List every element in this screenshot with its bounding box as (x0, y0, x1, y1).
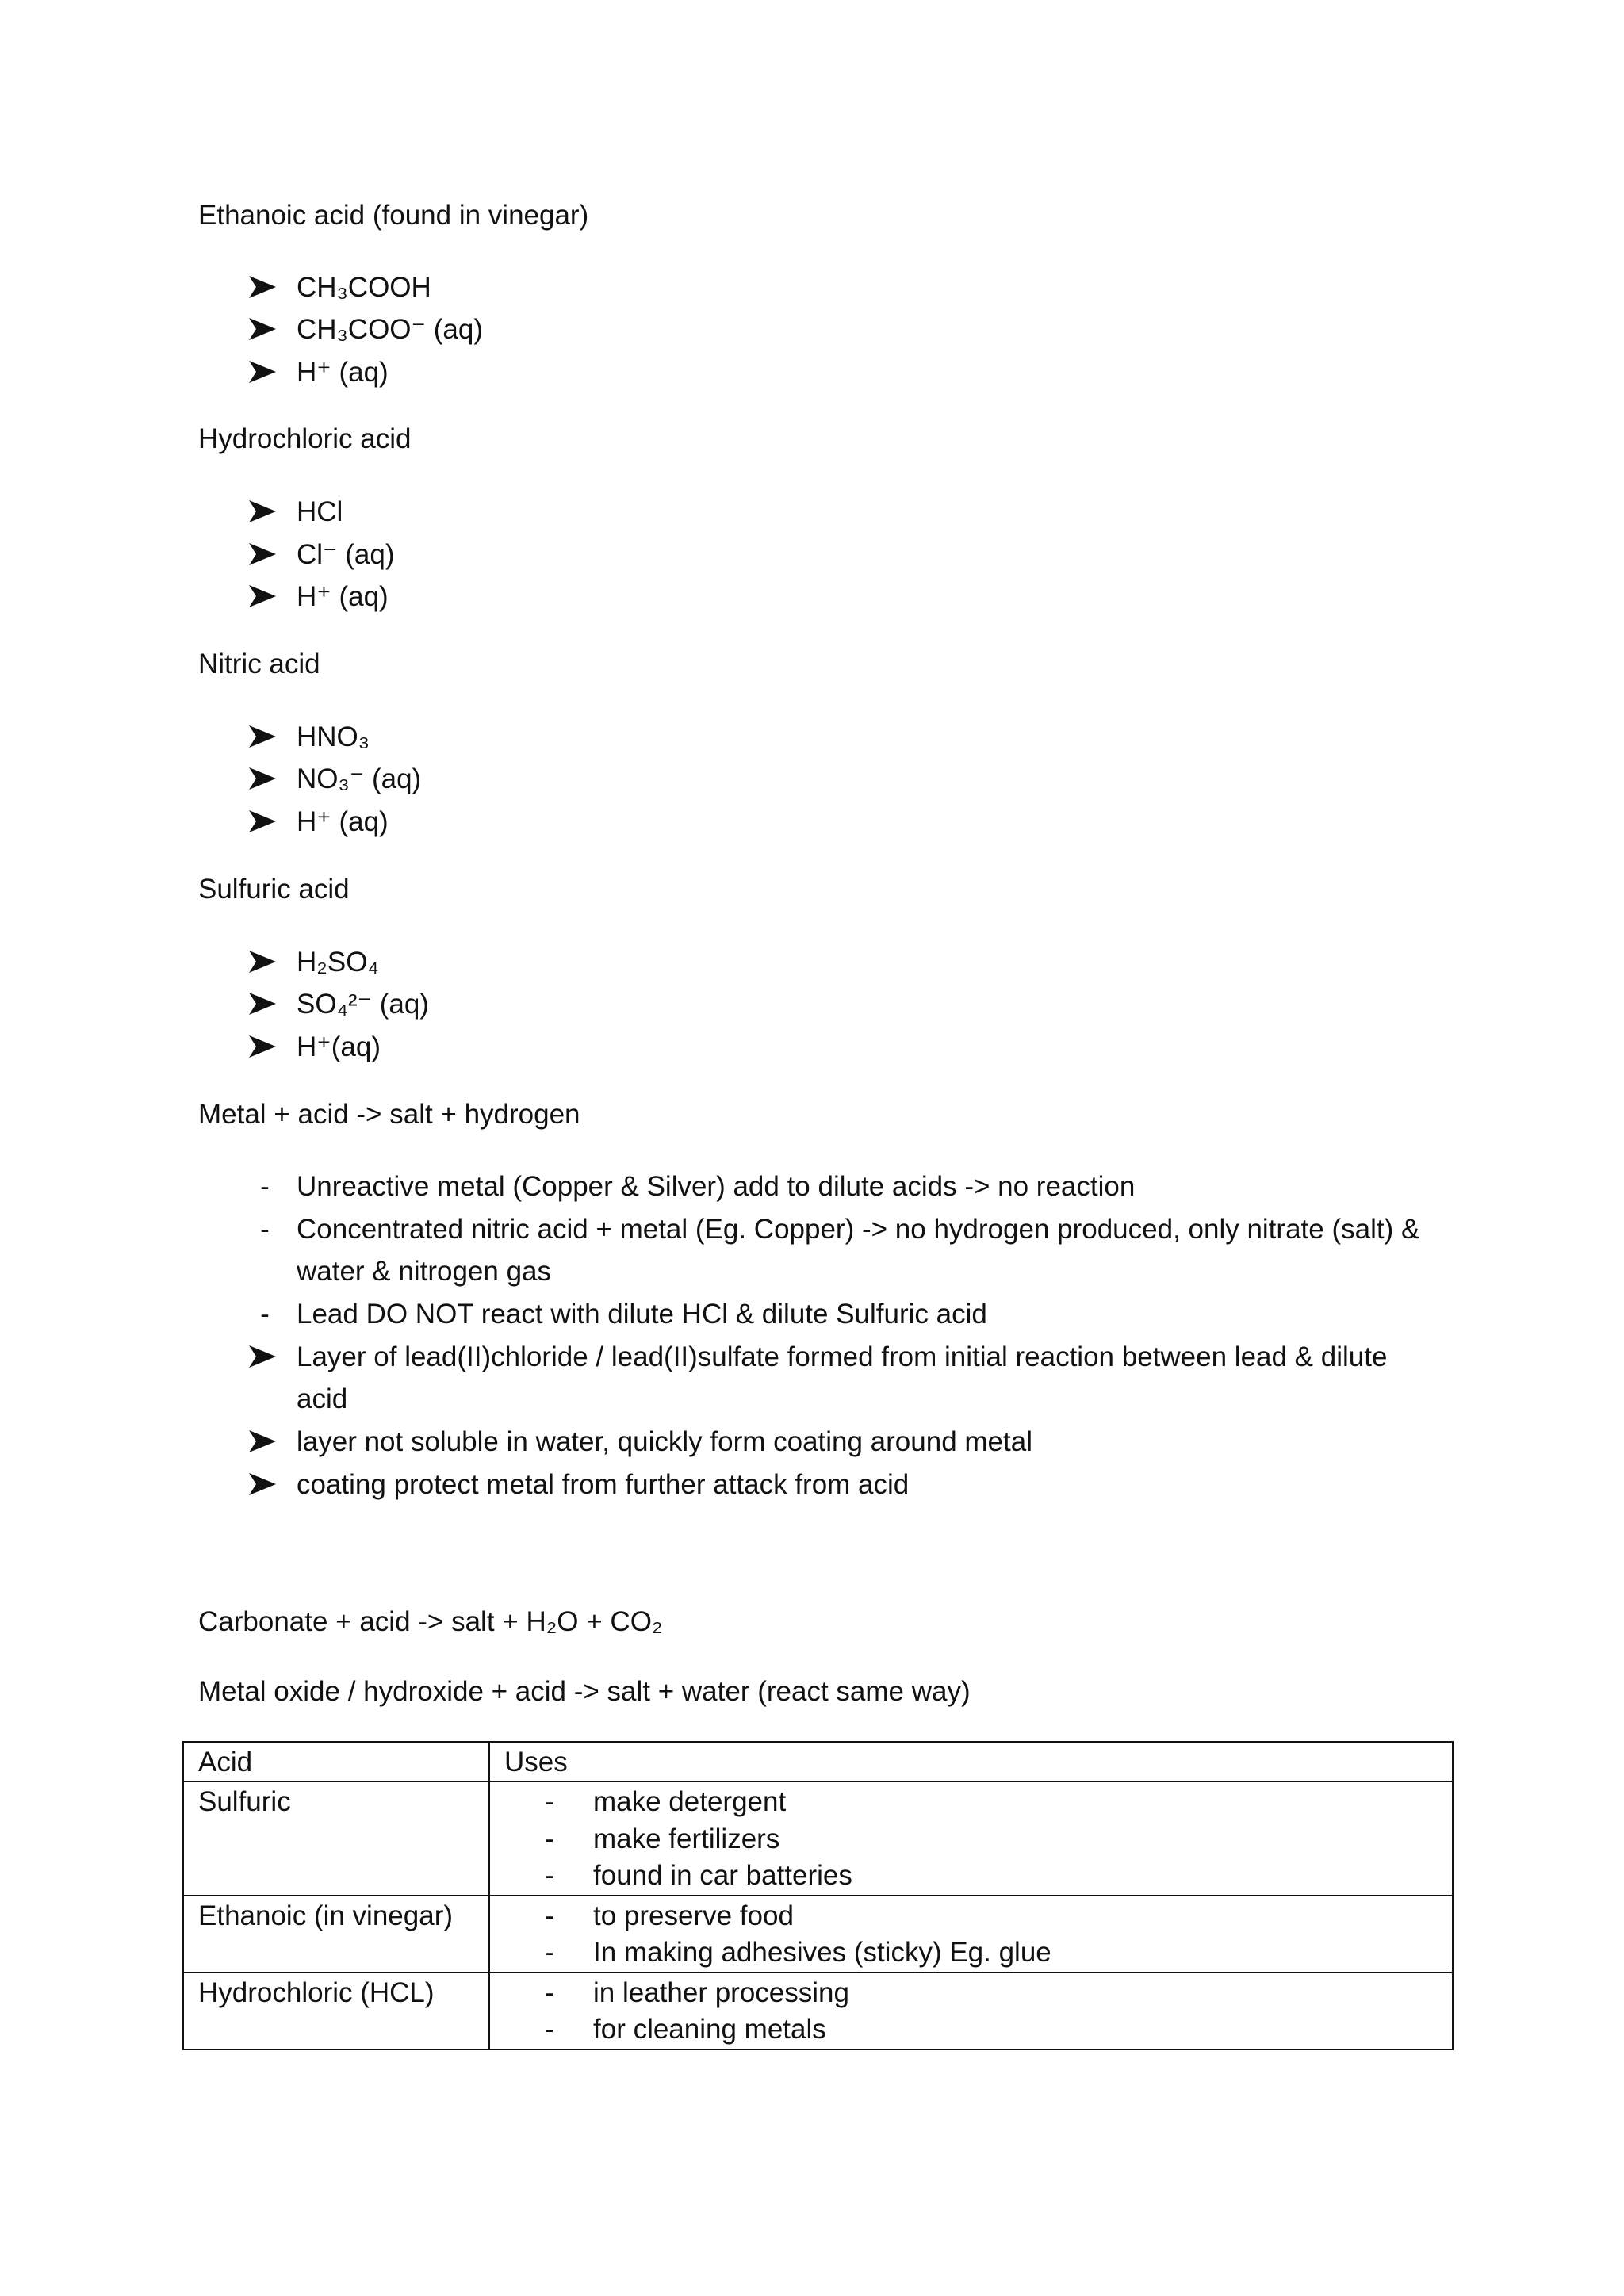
arrow-bullet-icon (249, 1430, 276, 1452)
table-row (183, 1781, 1453, 1896)
section-heading-hydrochloric: Hydrochloric acid (198, 423, 412, 454)
acid-uses-table (182, 1741, 1454, 2050)
arrow-bullet-icon (249, 1473, 276, 1495)
bullet-item: CH₃COO⁻ (aq) (297, 314, 483, 345)
section-heading-nitric: Nitric acid (198, 649, 320, 679)
uses-cell (489, 1973, 1453, 2049)
arrow-bullet-icon (249, 585, 276, 607)
arrow-bullet-icon (249, 361, 276, 383)
use-item: - for cleaning metals (545, 2014, 826, 2045)
note-line: Concentrated nitric acid + metal (Eg. Copper) -> no hydrogen produced, only nitrate (salt) & (297, 1214, 1420, 1245)
bullet-item: CH₃COOH (297, 272, 431, 303)
metal-acid-heading: Metal + acid -> salt + hydrogen (198, 1099, 580, 1130)
header-label: Uses (504, 1747, 568, 1777)
use-item: - make detergent (545, 1786, 787, 1817)
use-item: - found in car batteries (545, 1860, 852, 1891)
bullet-item: H⁺ (aq) (297, 581, 389, 612)
arrow-bullet-icon (249, 810, 276, 832)
arrow-bullet-icon (249, 951, 276, 973)
bullet-item: H⁺(aq) (297, 1031, 381, 1062)
table-row (183, 1896, 1453, 1973)
use-item: - to preserve food (545, 1900, 794, 1931)
arrow-bullet-icon (249, 543, 276, 565)
arrow-bullet-icon (249, 725, 276, 748)
bullet-item: SO₄²⁻ (aq) (297, 989, 429, 1020)
arrow-bullet-icon (249, 318, 276, 340)
use-item: - in leather processing (545, 1976, 849, 2008)
note-line-continued: acid (297, 1383, 348, 1414)
note-line: Lead DO NOT react with dilute HCl & dilute Sulfuric acid (297, 1299, 987, 1330)
section-heading-sulfuric: Sulfuric acid (198, 874, 350, 905)
acid-name: Ethanoic (in vinegar) (198, 1900, 453, 1931)
use-item: - In making adhesives (sticky) Eg. glue (545, 1937, 1051, 1968)
arrow-bullet-icon (249, 1035, 276, 1058)
section-heading-ethanoic: Ethanoic acid (found in vinegar) (198, 200, 589, 231)
table-row (183, 1973, 1453, 2049)
carbonate-equation: Carbonate + acid -> salt + H₂O + CO₂ (198, 1606, 663, 1637)
bullet-item: NO₃⁻ (aq) (297, 763, 422, 794)
acid-cell (183, 1973, 489, 2049)
note-line-continued: water & nitrogen gas (297, 1256, 552, 1287)
bullet-item: HCl (297, 496, 343, 527)
dash-marker: - (260, 1299, 270, 1330)
note-line: coating protect metal from further attack from acid (297, 1469, 910, 1500)
arrow-bullet-icon (249, 276, 276, 298)
acid-cell (183, 1896, 489, 1973)
bullet-item: H₂SO₄ (297, 947, 379, 978)
metal-oxide-equation: Metal oxide / hydroxide + acid -> salt + water (react same way) (198, 1676, 971, 1707)
bullet-item: HNO₃ (297, 721, 370, 752)
bullet-item: H⁺ (aq) (297, 357, 389, 388)
dash-marker: - (260, 1171, 270, 1202)
uses-cell (489, 1896, 1453, 1973)
note-line: Layer of lead(II)chloride / lead(II)sulfate formed from initial reaction between lead & dilute (297, 1341, 1388, 1372)
bullet-item: Cl⁻ (aq) (297, 539, 395, 570)
table-header-acid (183, 1742, 489, 1781)
acid-cell (183, 1781, 489, 1896)
arrow-bullet-icon (249, 500, 276, 522)
acid-name: Hydrochloric (HCL) (198, 1976, 435, 2008)
bullet-item: H⁺ (aq) (297, 806, 389, 837)
arrow-bullet-icon (249, 767, 276, 790)
uses-cell (489, 1781, 1453, 1896)
use-item: - make fertilizers (545, 1823, 780, 1854)
table-header-row (183, 1742, 1453, 1781)
note-line: Unreactive metal (Copper & Silver) add to dilute acids -> no reaction (297, 1171, 1136, 1202)
arrow-bullet-icon (249, 993, 276, 1015)
arrow-bullet-icon (249, 1345, 276, 1368)
note-line: layer not soluble in water, quickly form coating around metal (297, 1426, 1032, 1457)
header-label: Acid (198, 1747, 253, 1777)
dash-marker: - (260, 1214, 270, 1245)
acid-name: Sulfuric (198, 1786, 291, 1817)
table-header-uses (489, 1742, 1453, 1781)
